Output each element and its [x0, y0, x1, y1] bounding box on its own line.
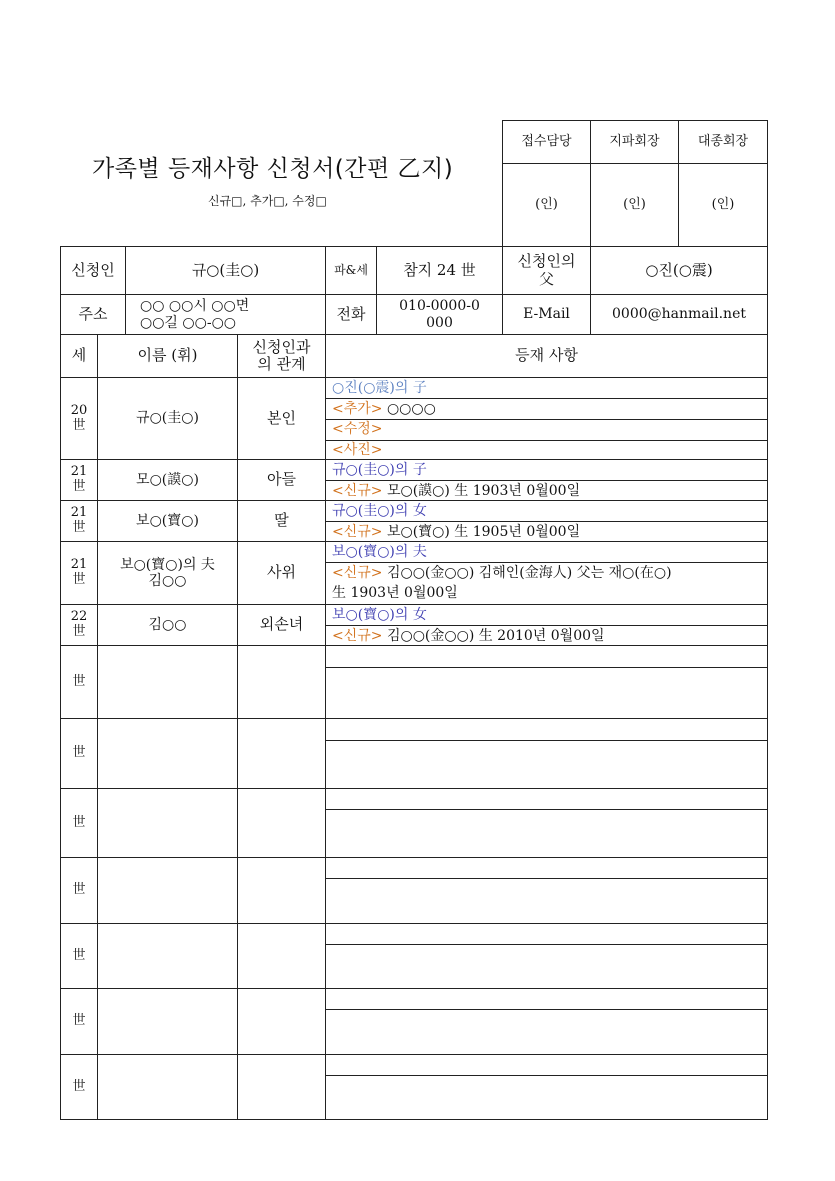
detail-text: 보○(寶○) 生 1905년 0월00일 — [382, 523, 581, 540]
detail-text: 김○○(金○○) 김해인(金海人) 父는 재○(在○) — [382, 564, 672, 581]
detail-line[interactable] — [332, 443, 383, 457]
branch-label: 파&세 — [334, 262, 368, 277]
generation-cell — [61, 378, 97, 459]
detail-line[interactable] — [332, 381, 427, 395]
request-type-options: 신규□, 추가□, 수정□ — [208, 194, 327, 208]
approval-header-branch-head: 지파회장 — [609, 133, 660, 149]
generation-unit-empty[interactable]: 世 — [72, 1013, 86, 1029]
generation-unit: 世 — [72, 479, 86, 494]
email-label: E-Mail — [523, 306, 570, 323]
member-relation[interactable]: 외손녀 — [259, 615, 304, 634]
detail-line[interactable] — [332, 586, 458, 600]
generation-unit-empty[interactable]: 世 — [72, 745, 86, 761]
member-name-line1: 보○(寶○)의 夫 — [120, 556, 215, 573]
member-name-line1: 보○(寶○) — [136, 512, 199, 529]
detail-text: 규○(圭○)의 子 — [332, 462, 427, 478]
approval-header-receiver: 접수담당 — [521, 133, 572, 149]
generation-cell — [61, 460, 97, 500]
detail-line[interactable] — [332, 463, 427, 477]
address-label: 주소 — [78, 304, 108, 323]
member-name[interactable] — [98, 378, 237, 459]
detail-text: ○○○○ — [382, 400, 436, 417]
approval-header-clan-head: 대종회장 — [697, 133, 749, 149]
generation-unit-empty[interactable]: 世 — [72, 673, 86, 689]
header-relation-line2: 의 관계 — [257, 355, 306, 373]
detail-line[interactable] — [332, 402, 436, 416]
detail-line[interactable] — [332, 566, 672, 580]
detail-line[interactable] — [332, 525, 580, 539]
seal-receiver[interactable]: (인) — [535, 196, 558, 212]
generation-number: 21 — [70, 505, 88, 521]
header-details: 등재 사항 — [515, 346, 578, 365]
detail-line[interactable] — [332, 608, 427, 622]
phone-value[interactable] — [377, 295, 502, 334]
document-title: 가족별 등재사항 신청서(간편 乙지) — [92, 156, 454, 182]
detail-line[interactable] — [332, 545, 427, 559]
generation-unit-empty[interactable]: 世 — [72, 814, 86, 830]
generation-cell — [61, 542, 97, 604]
detail-line[interactable] — [332, 484, 580, 498]
seal-branch-head[interactable]: (인) — [623, 196, 646, 212]
address-line1: ○○ ○○시 ○○면 — [140, 298, 250, 315]
phone-line2: 000 — [426, 314, 453, 331]
father-label — [503, 247, 590, 294]
detail-tag: <사진> — [332, 441, 383, 458]
generation-unit: 世 — [72, 624, 86, 639]
generation-number: 22 — [70, 609, 88, 625]
detail-text: 규○(圭○)의 女 — [332, 503, 427, 519]
detail-text: ○진(○震)의 子 — [332, 380, 427, 396]
generation-unit-empty[interactable]: 世 — [72, 947, 86, 963]
detail-text: 보○(寶○)의 女 — [332, 607, 427, 623]
detail-tag: <신규> — [332, 564, 383, 581]
generation-unit: 世 — [72, 572, 86, 587]
generation-unit: 世 — [72, 417, 86, 433]
member-name-line1: 규○(圭○) — [136, 410, 199, 427]
father-label-line2: 父 — [538, 269, 554, 288]
address-value[interactable] — [126, 295, 325, 334]
member-relation[interactable]: 본인 — [267, 408, 296, 427]
phone-line1: 010-0000-0 — [399, 298, 480, 315]
member-name[interactable] — [98, 460, 237, 500]
detail-text: 보○(寶○)의 夫 — [332, 544, 427, 560]
generation-number: 21 — [70, 557, 88, 573]
member-relation[interactable]: 딸 — [274, 511, 289, 530]
generation-unit: 世 — [72, 520, 86, 535]
header-name: 이름 (휘) — [137, 346, 198, 365]
generation-number: 20 — [70, 402, 88, 418]
member-name[interactable] — [98, 542, 237, 604]
member-name-line1: 모○(謨○) — [136, 471, 199, 488]
applicant-label: 신청인 — [71, 260, 115, 279]
header-generation: 세 — [71, 346, 87, 365]
father-name[interactable]: ○진(○震) — [645, 260, 713, 279]
detail-tag: <신규> — [332, 627, 383, 644]
generation-unit-empty[interactable]: 世 — [72, 1078, 86, 1094]
detail-text: 김○○(金○○) 生 2010년 0월00일 — [382, 627, 605, 644]
detail-tag: <추가> — [332, 400, 383, 417]
member-relation[interactable]: 사위 — [267, 563, 296, 582]
detail-line[interactable] — [332, 504, 427, 518]
detail-tag: <신규> — [332, 482, 383, 499]
father-label-line1: 신청인의 — [517, 252, 576, 271]
member-name-line2: 김○○ — [148, 573, 187, 589]
applicant-name[interactable]: 규○(圭○) — [191, 260, 260, 279]
generation-cell — [61, 605, 97, 645]
generation-cell — [61, 501, 97, 541]
branch-value[interactable]: 참지 24 世 — [403, 260, 476, 279]
address-line2: ○○길 ○○-○○ — [140, 314, 236, 331]
member-name-line1: 김○○ — [148, 616, 187, 633]
header-relation — [238, 335, 325, 377]
detail-line[interactable] — [332, 629, 605, 643]
member-name[interactable] — [98, 605, 237, 645]
phone-label: 전화 — [336, 304, 366, 323]
detail-text: 生 1903년 0월00일 — [332, 585, 458, 601]
generation-unit-empty[interactable]: 世 — [72, 882, 86, 898]
detail-tag: <신규> — [332, 523, 383, 540]
detail-line[interactable] — [332, 422, 383, 436]
seal-clan-head[interactable]: (인) — [711, 196, 735, 212]
email-value[interactable]: 0000@hanmail.net — [612, 306, 746, 323]
member-name[interactable] — [98, 501, 237, 541]
generation-number: 21 — [70, 464, 88, 480]
header-relation-line1: 신청인과 — [252, 337, 311, 356]
member-relation[interactable]: 아들 — [267, 470, 296, 489]
detail-text: 모○(謨○) 生 1903년 0월00일 — [382, 482, 581, 499]
detail-tag: <수정> — [332, 421, 383, 437]
